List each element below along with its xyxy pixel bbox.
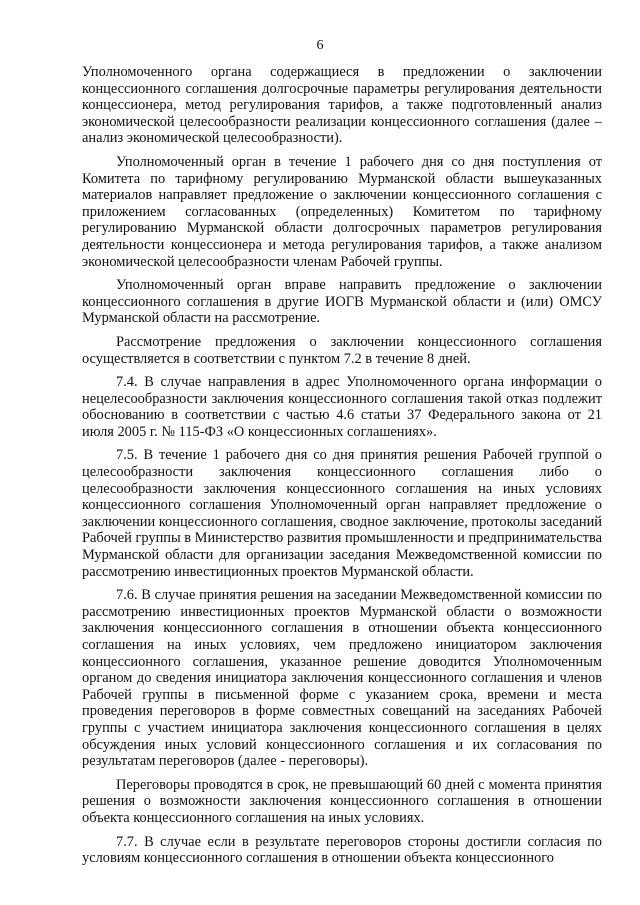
paragraph-7-6: 7.6. В случае принятия решения на заседании Межведомственной комиссии по рассмотрению инвестиционных проектов Мурманской области о возможности заключения концессионного соглашения в отношении объекта концессионного соглашения на иных условиях, чем предложено инициатором заключения концессионного соглашения, указанное решение доводится Уполномоченным органом до сведения инициатора заключения концессионного соглашения и членов Рабочей группы в письменной форме с указанием срока, времени и места проведения переговоров в форме совместных совещаний на заседаниях Рабочей группы с участием инициатора заключения концессионного соглашения в целях обсуждения иных условий концессионного соглашения и их согласования по результатам переговоров (далее - переговоры). [82,587,602,770]
paragraph: Рассмотрение предложения о заключении концессионного соглашения осуществляется в соответствии с пунктом 7.2 в течение 8 дней. [82,333,602,367]
paragraph-7-4: 7.4. В случае направления в адрес Уполномоченного органа информации о нецелесообразности заключения концессионного соглашения такой отказ подлежит обоснованию в соответствии с частью 4.6 статьи 37 Федерального закона от 21 июля 2005 г. № 115-ФЗ «О концессионных соглашениях». [82,374,602,440]
paragraph: Переговоры проводятся в срок, не превышающий 60 дней с момента принятия решения о возможности заключения концессионного соглашения в отношении объекта концессионного соглашения на иных условиях. [82,776,602,826]
page-number: 6 [316,38,324,53]
paragraph-7-7: 7.7. В случае если в результате переговоров стороны достигли согласия по условиям концессионного соглашения в отношении объекта концессионного [82,833,602,867]
document-body [82,64,602,874]
paragraph-continuation: Уполномоченного органа содержащиеся в предложении о заключении концессионного соглашения долгосрочные параметры регулирования деятельности концессионера, метод регулирования тарифов, а также подготовленный анализ экономической целесообразности реализации концессионного соглашения (далее – анализ экономической целесообразности). [82,64,602,147]
paragraph: Уполномоченный орган в течение 1 рабочего дня со дня поступления от Комитета по тарифному регулированию Мурманской области вышеуказанных материалов направляет предложение о заключении концессионного соглашения с приложением согласованных (определенных) Комитетом по тарифному регулированию Мурманской области долгосрочных параметров регулирования деятельности концессионера и метода регулирования тарифов, а также анализом экономической целесообразности членам Рабочей группы. [82,153,602,270]
paragraph: Уполномоченный орган вправе направить предложение о заключении концессионного соглашения в другие ИОГВ Мурманской области и (или) ОМСУ Мурманской области на рассмотрение. [82,277,602,327]
paragraph-7-5: 7.5. В течение 1 рабочего дня со дня принятия решения Рабочей группой о целесообразности заключения концессионного соглашения либо о целесообразности заключения концессионного соглашения на иных условиях концессионного соглашения Уполномоченный орган направляет предложение о заключении концессионного соглашения, сводное заключение, протоколы заседаний Рабочей группы в Министерство развития промышленности и предпринимательства Мурманской области для организации заседания Межведомственной комиссии по рассмотрению инвестиционных проектов Мурманской области. [82,447,602,580]
